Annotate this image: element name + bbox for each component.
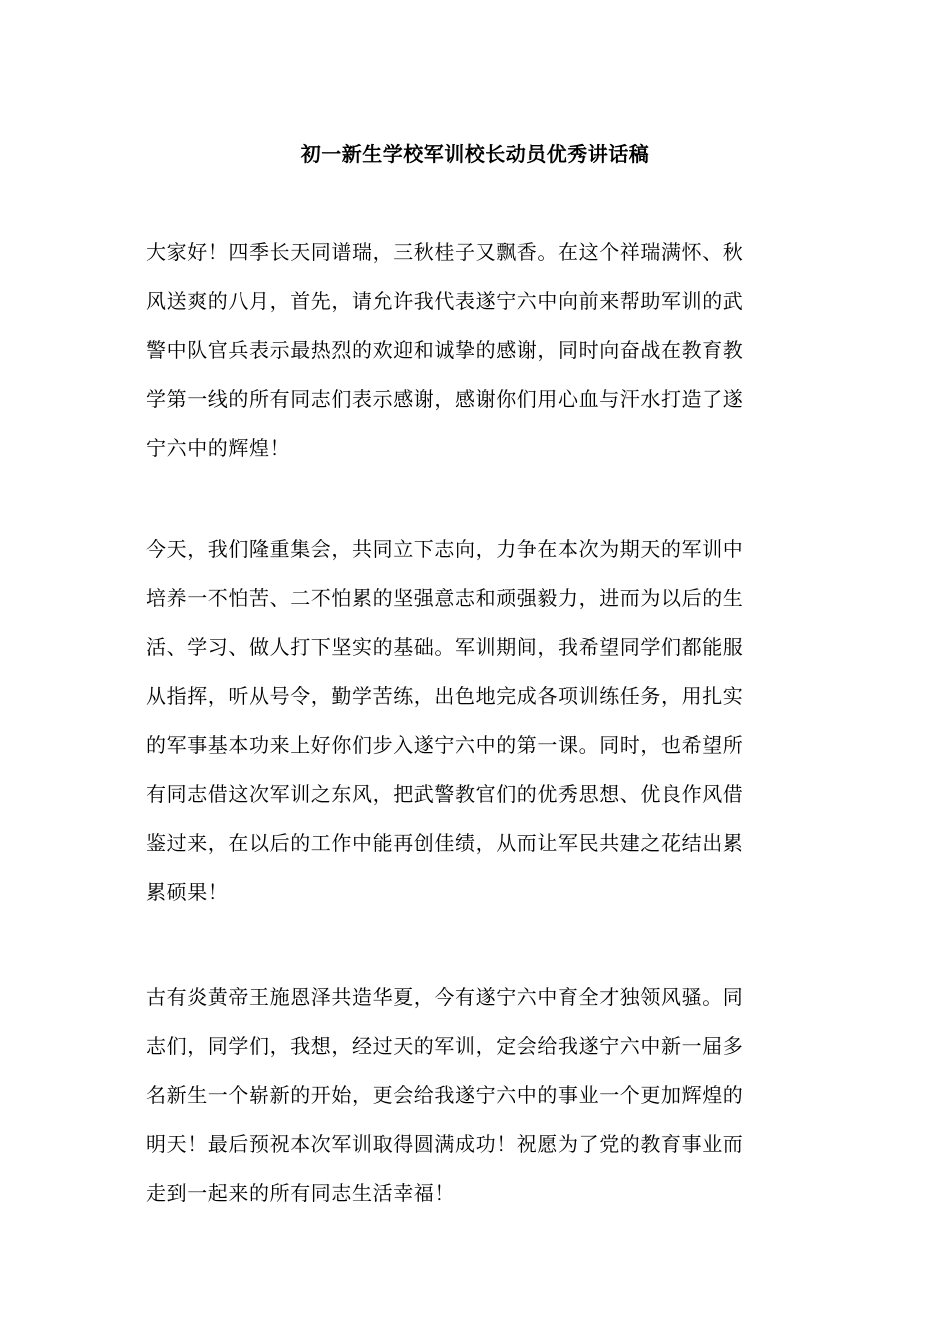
paragraph-line: 名新生一个崭新的开始，更会给我遂宁六中的事业一个更加辉煌的	[146, 1083, 744, 1107]
paragraph-line: 大家好！四季长天同谱瑞，三秋桂子又飘香。在这个祥瑞满怀、秋	[146, 240, 744, 264]
paragraph-line: 有同志借这次军训之东风，把武警教官们的优秀思想、优良作风借	[146, 782, 744, 806]
paragraph-line: 古有炎黄帝王施恩泽共造华夏，今有遂宁六中育全才独领风骚。同	[146, 985, 744, 1009]
paragraph-goals	[146, 525, 808, 917]
paragraph-line: 的军事基本功来上好你们步入遂宁六中的第一课。同时，也希望所	[146, 733, 744, 757]
paragraph-line: 鉴过来，在以后的工作中能再创佳绩，从而让军民共建之花结出累	[146, 831, 744, 855]
document-title: 初一新生学校军训校长动员优秀讲话稿	[300, 142, 650, 166]
paragraph-line: 累硕果！	[146, 880, 229, 904]
paragraph-line: 明天！最后预祝本次军训取得圆满成功！祝愿为了党的教育事业而	[146, 1132, 744, 1156]
paragraph-closing	[146, 973, 808, 1218]
paragraph-line: 志们，同学们，我想，经过天的军训，定会给我遂宁六中新一届多	[146, 1034, 744, 1058]
paragraph-line: 今天，我们隆重集会，共同立下志向，力争在本次为期天的军训中	[146, 537, 744, 561]
paragraph-line: 活、学习、做人打下坚实的基础。军训期间，我希望同学们都能服	[146, 635, 744, 659]
paragraph-line: 培养一不怕苦、二不怕累的坚强意志和顽强毅力，进而为以后的生	[146, 586, 744, 610]
paragraph-line: 宁六中的辉煌！	[146, 436, 291, 460]
paragraph-line: 风送爽的八月，首先，请允许我代表遂宁六中向前来帮助军训的武	[146, 289, 744, 313]
paragraph-line: 学第一线的所有同志们表示感谢，感谢你们用心血与汗水打造了遂	[146, 387, 744, 411]
paragraph-welcome	[146, 228, 808, 473]
paragraph-line: 警中队官兵表示最热烈的欢迎和诚挚的感谢，同时向奋战在教育教	[146, 338, 744, 362]
paragraph-line: 走到一起来的所有同志生活幸福！	[146, 1181, 455, 1205]
paragraph-line: 从指挥，听从号令，勤学苦练，出色地完成各项训练任务，用扎实	[146, 684, 744, 708]
